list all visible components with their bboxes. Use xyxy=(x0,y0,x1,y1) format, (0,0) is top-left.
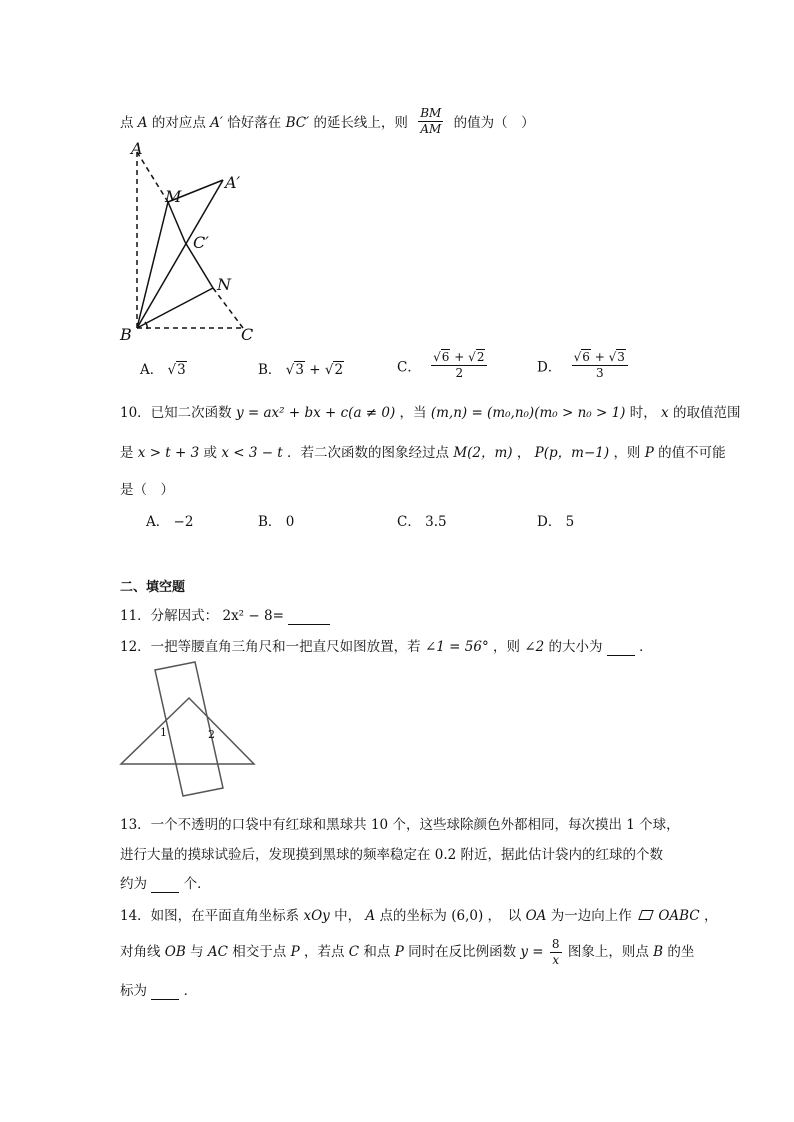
q10-text: ．若二次函数的图象经过点 xyxy=(287,445,450,461)
q14-fraction-denominator: x xyxy=(552,953,560,967)
option-value: 0 xyxy=(285,514,295,530)
radicand: 2 xyxy=(476,350,485,364)
radicand: 3 xyxy=(617,350,625,364)
sqrt-icon: √ xyxy=(573,350,582,364)
option-letter: C． xyxy=(397,514,421,530)
sqrt-icon: √ xyxy=(433,350,441,364)
q14-line3 xyxy=(120,979,197,1000)
q13-line1: 13．一个不透明的口袋中有红球和黑球共 10 个，这些球除颜色外都相同，每次摸出 1 个球， xyxy=(120,817,680,833)
radicand: 6 xyxy=(441,350,450,364)
q9-text: 点 xyxy=(120,115,134,131)
plus-sign: + xyxy=(309,362,321,378)
q14-line2 xyxy=(120,937,694,968)
q10-function: y = ax² + bx + c(a ≠ 0) xyxy=(235,405,396,421)
q9-dashed-am xyxy=(137,152,168,202)
option-fraction-denominator: 3 xyxy=(595,366,604,380)
plus-sign: + xyxy=(594,350,605,364)
q14-text: 标为 xyxy=(120,983,147,999)
q14-text: 点的坐标为 xyxy=(379,908,447,924)
q14-text: ， xyxy=(703,908,718,924)
q9-point-a: A xyxy=(137,115,148,131)
q9-fraction xyxy=(418,106,443,137)
q14-xoy: xOy xyxy=(303,908,330,924)
q10-text: 10．已知二次函数 xyxy=(120,405,232,421)
q9-point-aprime: A′ xyxy=(210,115,223,131)
option-letter: B． xyxy=(258,362,282,378)
q11-expression: 2x² − 8= xyxy=(222,608,284,624)
q14-text: ． xyxy=(183,983,198,999)
q10-option-c[interactable] xyxy=(397,510,447,530)
sqrt-icon: √ xyxy=(285,362,295,378)
q10-condition: (m,n) = (m₀,n₀)(m₀ > n₀ > 1) xyxy=(430,405,626,421)
q13-answer-blank[interactable] xyxy=(151,876,179,893)
q9-label-aprime: A′ xyxy=(225,173,241,192)
option-letter: C． xyxy=(397,359,421,376)
option-letter: D． xyxy=(537,514,562,530)
q14-point-a: A xyxy=(365,908,376,924)
q9-option-a[interactable] xyxy=(140,358,187,378)
q9-segment-mb xyxy=(137,202,168,328)
q10-text: 或 xyxy=(203,445,218,461)
q12-answer-blank[interactable] xyxy=(607,639,635,656)
q9-stem xyxy=(120,108,535,139)
q10-inequality: x > t + 3 xyxy=(137,445,200,461)
sqrt-icon: √ xyxy=(608,350,617,364)
q10-text: 的值不可能 xyxy=(658,445,726,461)
q12-text: 12．一把等腰直角三角尺和一把直尺如图放置，若 xyxy=(120,639,421,655)
q12-angle1: ∠1 = 56° xyxy=(424,639,489,655)
q13-line3 xyxy=(120,872,211,893)
q14-segment-ac: AC xyxy=(207,944,228,960)
q10-text: ，则 xyxy=(613,445,641,461)
option-fraction-denominator: 2 xyxy=(455,366,464,380)
q10-line1 xyxy=(120,401,740,421)
q12-text: ． xyxy=(639,639,653,655)
option-value: 3 xyxy=(177,362,186,378)
q14-fraction xyxy=(550,937,562,968)
q9-segment-bcprime: BC′ xyxy=(285,115,310,131)
q14-point-p: P xyxy=(290,944,300,960)
sqrt-icon: √ xyxy=(324,362,334,378)
option-value: 2 xyxy=(334,362,344,378)
q10-text: 是 xyxy=(120,445,134,461)
q12-label-2: 2 xyxy=(208,728,215,741)
option-value: 5 xyxy=(565,514,575,530)
q14-text: 对角线 xyxy=(120,944,161,960)
q14-text: 同时在反比例函数 xyxy=(408,944,517,960)
q14-text: ，若点 xyxy=(303,944,345,960)
option-letter: B． xyxy=(258,514,282,530)
q10-variable-x: x xyxy=(661,405,669,421)
q10-line3: 是（ ） xyxy=(120,482,174,498)
q9-segment-mc xyxy=(168,202,185,242)
q9-label-b: B xyxy=(120,325,132,344)
q10-option-d[interactable] xyxy=(537,510,574,530)
option-letter: A． xyxy=(140,362,164,378)
q12-label-1: 1 xyxy=(160,726,167,739)
q14-text: 和点 xyxy=(363,944,391,960)
q9-label-cprime: C′ xyxy=(193,233,209,252)
q14-segment-ob: OB xyxy=(164,944,186,960)
q14-fraction-numerator: 8 xyxy=(551,937,560,951)
q14-text: 相交于点 xyxy=(232,944,287,960)
q14-text: 的坐 xyxy=(667,944,695,960)
q14-point-b: B xyxy=(653,944,664,960)
q10-inequality: x < 3 − t xyxy=(221,445,283,461)
q10-option-b[interactable] xyxy=(258,510,294,530)
q9-figure xyxy=(115,140,265,345)
q12-angle2: ∠2 xyxy=(524,639,545,655)
q14-function-lhs: y = xyxy=(520,944,544,960)
q10-text: ， xyxy=(516,445,531,461)
q14-point-c: C xyxy=(348,944,360,960)
q14-text: 中， xyxy=(334,908,362,924)
option-fraction xyxy=(431,350,487,381)
q9-option-b[interactable] xyxy=(258,358,344,378)
q12-text: ，则 xyxy=(493,639,521,655)
q14-text: 图象上，则点 xyxy=(567,944,649,960)
q10-variable-p: P xyxy=(644,445,654,461)
q10-point-p: P(p，m−1) xyxy=(534,445,610,461)
q12-triangle xyxy=(121,698,254,764)
q9-fraction-numerator: BM xyxy=(420,106,442,120)
q12-figure xyxy=(118,660,258,800)
sqrt-icon: √ xyxy=(167,362,177,378)
section-title: 二、填空题 xyxy=(120,580,186,595)
q9-dashed-nc xyxy=(213,288,243,328)
q14-point-p: P xyxy=(394,944,404,960)
q11 xyxy=(120,604,330,625)
q10-option-a[interactable] xyxy=(146,510,193,530)
q14-segment-oa: OA xyxy=(525,908,547,924)
q9-option-c[interactable] xyxy=(397,350,493,381)
q9-text: 的对应点 xyxy=(151,115,206,131)
q14-answer-blank[interactable] xyxy=(151,983,179,1000)
q10-text: 的取值范围 xyxy=(672,405,741,421)
q9-text: 的值为（ ） xyxy=(453,115,535,131)
q10-text: ，当 xyxy=(399,405,427,421)
q9-label-n: N xyxy=(217,275,231,294)
q12-text: 的大小为 xyxy=(548,639,603,655)
q14-text: 与 xyxy=(190,944,204,960)
q9-option-d[interactable] xyxy=(537,350,634,381)
q10-text: 时， xyxy=(629,405,657,421)
q9-label-c: C xyxy=(241,325,254,344)
q11-answer-blank[interactable] xyxy=(288,608,330,625)
q10-line2 xyxy=(120,441,726,461)
sqrt-icon: √ xyxy=(468,350,476,364)
option-letter: D． xyxy=(537,359,562,376)
parallelogram-icon xyxy=(638,910,654,920)
q14-text: 14．如图，在平面直角坐标系 xyxy=(120,908,300,924)
option-fraction-numerator xyxy=(572,350,628,366)
q9-label-m: M xyxy=(165,187,182,206)
q13-text: 约为 xyxy=(120,876,147,892)
q10-point-m: M(2，m) xyxy=(453,445,513,461)
option-value: 3.5 xyxy=(425,514,447,530)
q12 xyxy=(120,635,653,656)
q11-text: 11．分解因式： xyxy=(120,608,219,624)
radicand: 6 xyxy=(582,350,590,364)
q9-text: 的延长线上，则 xyxy=(313,115,408,131)
q14-parallelogram: OABC xyxy=(658,908,700,924)
option-letter: A． xyxy=(146,514,170,530)
q9-label-a: A xyxy=(131,140,143,158)
q14-coordinate: (6,0) xyxy=(451,908,484,924)
q14-line1 xyxy=(120,904,717,924)
q14-text: 为一边向上作 xyxy=(550,908,632,924)
option-value: −2 xyxy=(173,514,194,530)
q9-fraction-denominator: AM xyxy=(420,122,442,136)
q13-text: 个． xyxy=(183,876,211,892)
q9-text: 恰好落在 xyxy=(227,115,282,131)
q14-text: ， 以 xyxy=(487,908,522,924)
q13-line2: 进行大量的摸球试验后，发现摸到黑球的频率稳定在 0.2 附近，据此估计袋内的红球的个数 xyxy=(120,847,664,863)
option-fraction-numerator xyxy=(431,350,487,366)
option-value: 3 xyxy=(295,362,304,378)
plus-sign: + xyxy=(454,350,465,364)
option-fraction xyxy=(572,350,628,381)
